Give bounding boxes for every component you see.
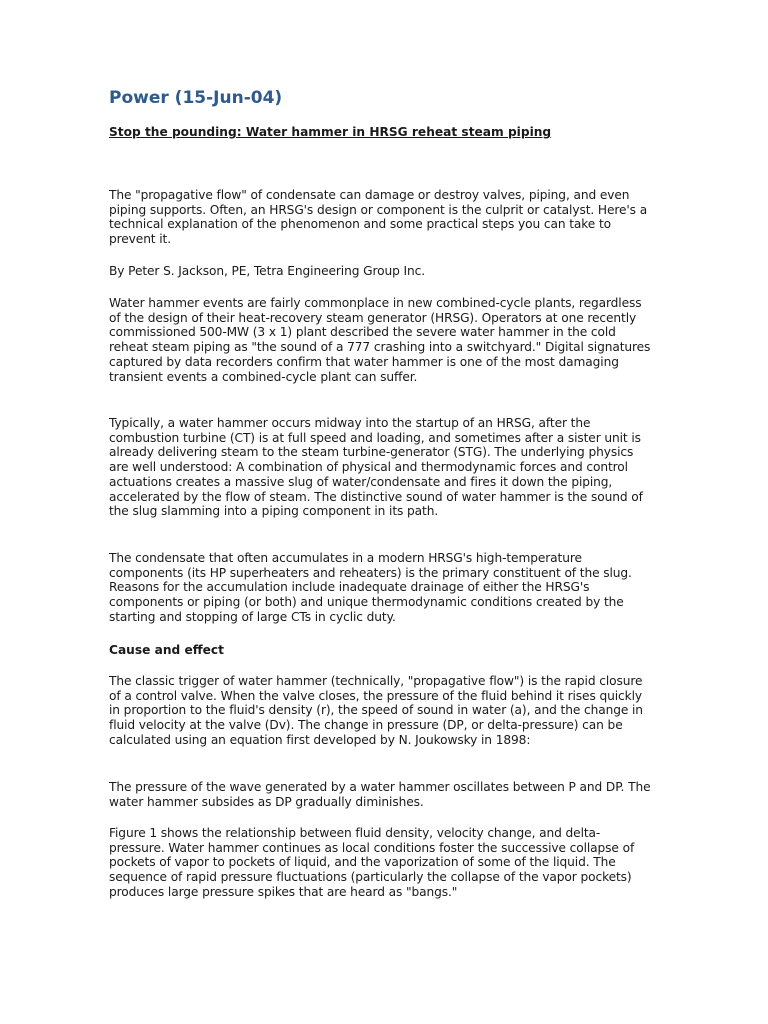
- intro-paragraph: The "propagative flow" of condensate can damage or destroy valves, piping, and even piping supports. Often, an HRSG's design or component is the culprit or catalyst. Here's a technical explanation of the phenomenon and some practical steps you can take to prevent it.: [109, 188, 648, 247]
- body-paragraph-2: Typically, a water hammer occurs midway into the startup of an HRSG, after the combustion turbine (CT) is at full speed and loading, and sometimes after a sister unit is already delivering steam to the steam turbine-generator (STG). The underlying physics are well understood: A combination of physical and thermodynamic forces and control actuations creates a massive slug of water/condensate and fires it down the piping, accelerated by the flow of steam. The distinctive sound of water hammer is the sound of the slug slamming into a piping component in its path.: [109, 416, 643, 519]
- byline: By Peter S. Jackson, PE, Tetra Engineering Group Inc.: [109, 264, 425, 278]
- body-paragraph-3: The condensate that often accumulates in a modern HRSG's high-temperature components (its HP superheaters and reheaters) is the primary constituent of the slug. Reasons for the accumulation include inadequate drainage of either the HRSG's components or piping (or both) and unique thermodynamic conditions created by the starting and stopping of large CTs in cyclic duty.: [109, 551, 632, 624]
- article-subtitle: Stop the pounding: Water hammer in HRSG reheat steam piping: [109, 125, 552, 139]
- document-title: Power (15-Jun-04): [109, 88, 283, 108]
- body-paragraph-1: Water hammer events are fairly commonplace in new combined-cycle plants, regardless of the design of their heat-recovery steam generator (HRSG). Operators at one recently commissioned 500-MW (3 x 1) plant described the severe water hammer in the cold reheat steam piping as "the sound of a 777 crashing into a switchyard." Digital signatures captured by data recorders confirm that water hammer is one of the most damaging transient events a combined-cycle plant can suffer.: [109, 296, 651, 384]
- section-heading-cause-and-effect: Cause and effect: [109, 643, 224, 657]
- section-paragraph-1: The classic trigger of water hammer (technically, "propagative flow") is the rapid closure of a control valve. When the valve closes, the pressure of the fluid behind it rises quickly in proportion to the fluid's density (r), the speed of sound in water (a), and the change in fluid velocity at the valve (Dv). The change in pressure (DP, or delta-pressure) can be calculated using an equation first developed by N. Joukowsky in 1898:: [109, 674, 643, 747]
- section-paragraph-2: The pressure of the wave generated by a water hammer oscillates between P and DP. The water hammer subsides as DP gradually diminishes.: [109, 780, 651, 809]
- section-paragraph-3: Figure 1 shows the relationship between fluid density, velocity change, and delta-pressure. Water hammer continues as local conditions foster the successive collapse of pockets of vapor to pockets of liquid, and the vaporization of some of the liquid. The sequence of rapid pressure fluctuations (particularly the collapse of the vapor pockets) produces large pressure spikes that are heard as "bangs.": [109, 826, 635, 899]
